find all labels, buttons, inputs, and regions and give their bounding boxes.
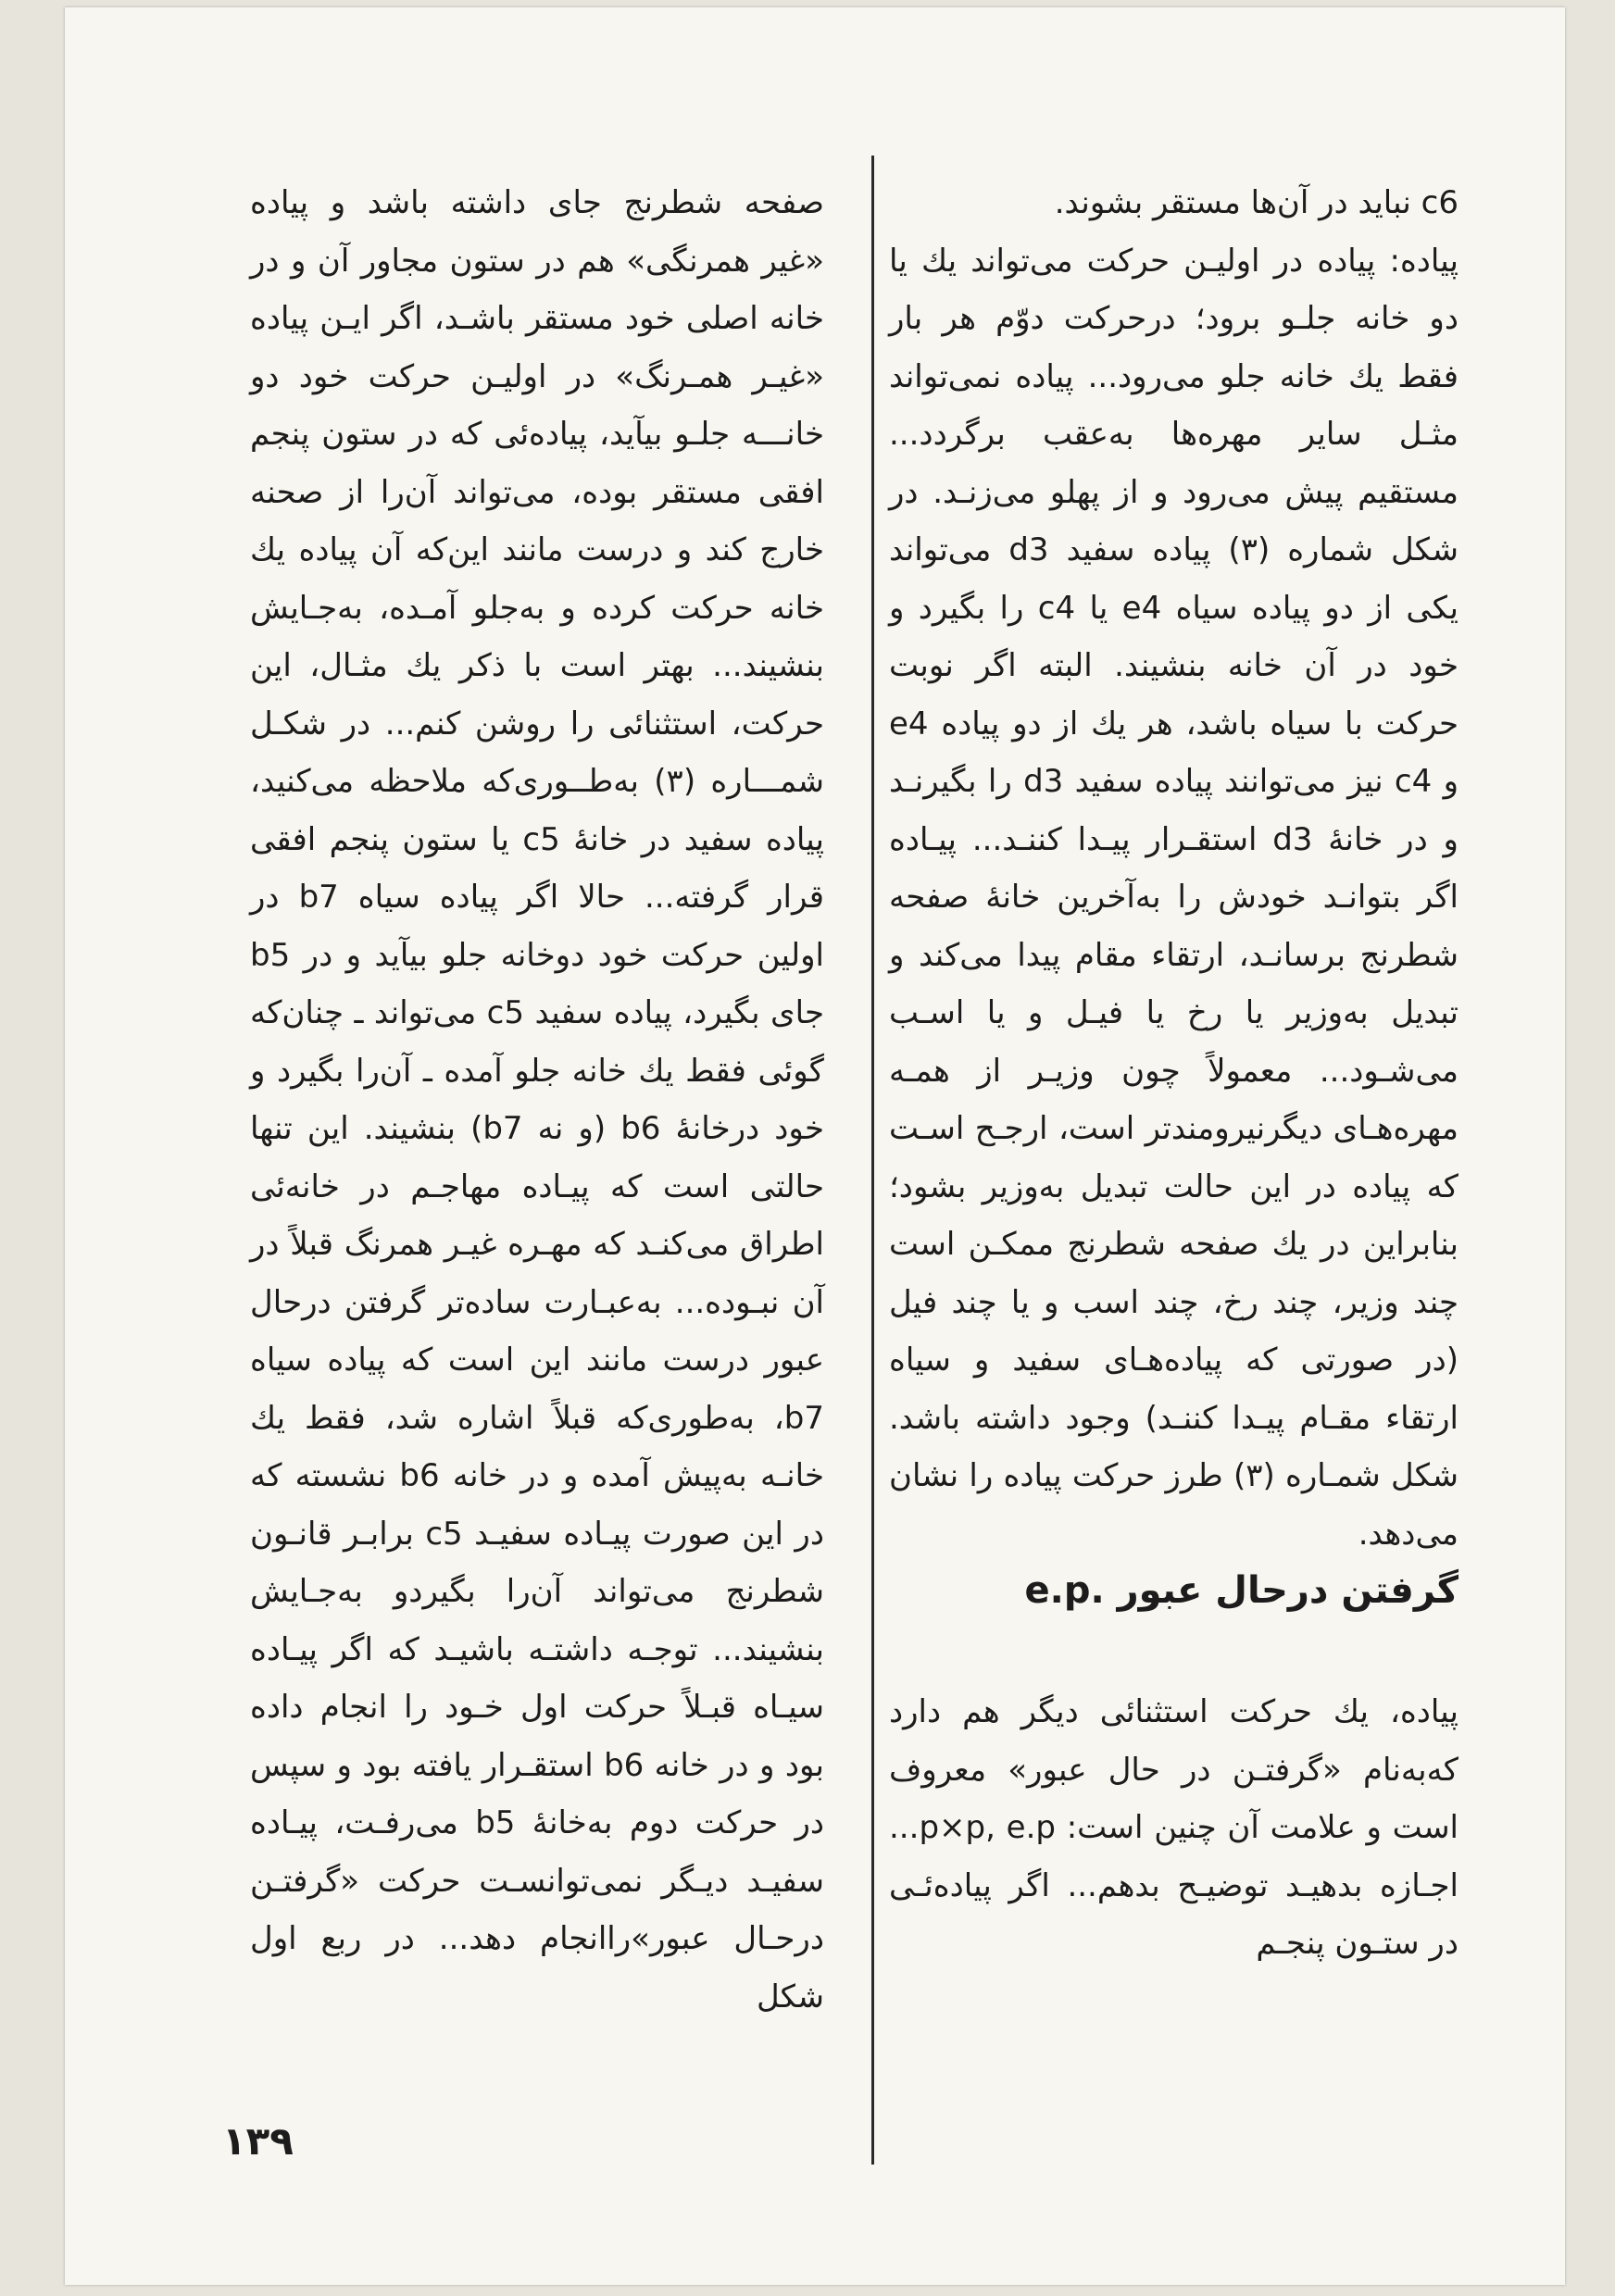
section-heading-en-passant: گرفتن درحال عبور .e.p bbox=[1024, 1569, 1459, 1612]
paragraph-en-passant-intro: پیاده، یك حرکت استثنائی دیگر هم دارد که‌به‌نام «گرفتـن در حال عبور» معروف است و علامت آن چنین است: p×p, e.p... اجـازه بدهیـد توضیـح بدهم... اگر پیاده‌ئـی در ستـون پنجـم bbox=[889, 1693, 1459, 1962]
paragraph-continuation: c6 نباید در آن‌ها مستقر بشوند. bbox=[1054, 184, 1459, 221]
page-number: ۱۳۹ bbox=[222, 2118, 294, 2164]
left-column bbox=[250, 174, 824, 2026]
book-page bbox=[65, 7, 1565, 2285]
column-divider bbox=[871, 156, 874, 2165]
right-column bbox=[889, 174, 1459, 1973]
paragraph-pawn-moves: پیاده: پیاده در اولیـن حرکت می‌تواند یك یا دو خانه جلـو برود؛ درحرکت دوّم هر بار فقط یك خانه جلو می‌رود... پیاده نمی‌تواند مثـل سایر مهره‌ها به‌عقب برگردد... مستقیم پیش می‌رود و از پهلو می‌زنـد. در شکل شماره (۳) پیاده سفید d3 می‌تواند یکی از دو پیاده سیاه e4 یا c4 را بگیرد و خود در آن خانه بنشیند. البته اگر نوبت حرکت با سیاه باشد، هر یك از دو پیاده e4 و c4 نیز می‌توانند پیاده سفید d3 را بگیرنـد و در خانهٔ d3 استقـرار پیـدا کننـد... پیـاده اگر بتوانـد خودش را به‌آخرین خانهٔ صفحه شطرنج برسانـد، ارتقاء مقام پیدا می‌کند و تبدیل به‌وزیر یا رخ یا فیـل و یا اسـب می‌شـود... معمولاً چون وزیـر از همـه مهره‌هـای دیگرنیرومندتر است، ارجـح اسـت که پیاده در این حالت تبدیل به‌وزیر بشود؛ بنابراین در یك صفحه شطرنج ممکـن است چند وزیر، چند رخ، چند اسب و یا چند فیل (در صورتی که پیاده‌هـای سفید و سیاه ارتقاء مقـام پیـدا کننـد) وجود داشته باشد. شکل شمـاره (۳) طرز حرکت پیاده را نشان می‌دهد. bbox=[889, 242, 1459, 1553]
paragraph-en-passant-explanation: صفحه شطرنج جای داشته باشد و پیاده «غیر همرنگی» هم در ستون مجاور آن و در خانه اصلی خود مستقر باشـد، اگر ایـن پیاده «غیـر همـرنگ» در اولیـن حرکت خود دو خانـــه جلـو بیآید، پیاده‌ئی که در ستون پنجم افقی مستقر بوده، می‌تواند آن‌را از صحنه خارج کند و درست مانند این‌که آن پیاده یك خانه حرکت کرده و به‌جلو آمـده، به‌جـایش بنشیند... بهتر است با ذکر یك مثـال، این حرکت، استثنائی را روشن کنم... در شکـل شمـــاره (۳) به‌طــوری‌که ملاحظه می‌کنید، پیاده سفید در خانهٔ c5 یا ستون پنجم افقی قرار گرفته... حالا اگر پیاده سیاه b7 در اولین حرکت خود دوخانه جلو بیآید و در b5 جای بگیرد، پیاده سفید c5 می‌تواند ـ چنان‌که گوئی فقط یك خانه جلو آمده ـ آن‌را بگیرد و خود درخانهٔ b6 (و نه b7) بنشیند. این تنها حالتی است که پیـاده مهاجـم در خانه‌ئی اطراق می‌کنـد که مهـره غیـر همرنگ قبلاً در آن نبـوده... به‌عبـارت ساده‌تر گرفتن درحال عبور درست مانند این است که پیاده سیاه b7، به‌طوری‌که قبلاً اشاره شد، فقط یك خانـه به‌پیش آمده و در خانه b6 نشسته که در این صورت پیـاده سفیـد c5 برابـر قانـون شطرنج می‌تواند آن‌را بگیردو به‌جـایش بنشیند... توجـه داشتـه باشیـد که اگر پیـاده سیـاه قبـلاً حرکت اول خـود را انجام داده بود و در خانه b6 استقـرار یافته بود و سپس در حرکت دوم به‌خانهٔ b5 می‌رفـت، پیـاده سفیـد دیـگر نمی‌توانسـت حرکت «گرفتـن درحـال عبور»راانجام دهد... در ربع اول شکل bbox=[250, 184, 825, 2015]
